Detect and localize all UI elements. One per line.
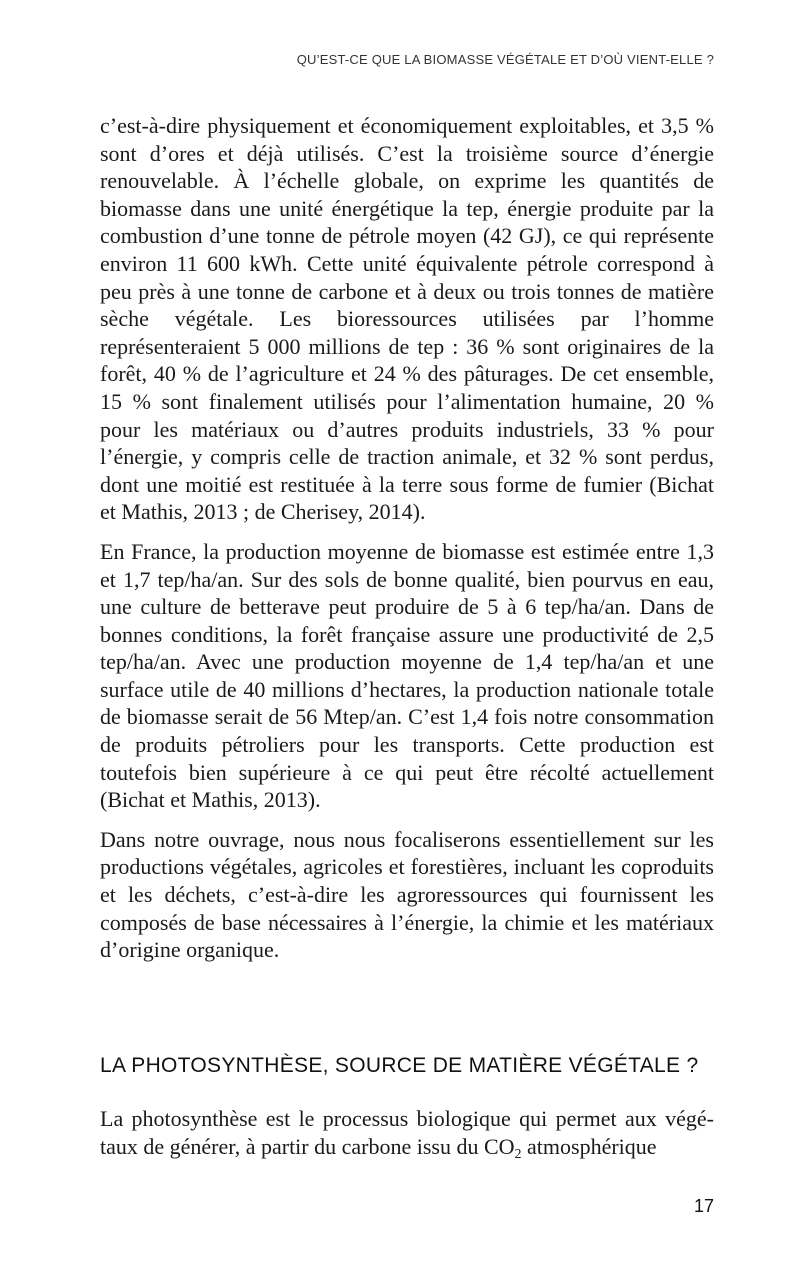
running-header: QU’EST-CE QUE LA BIOMASSE VÉGÉTALE ET D’OÙ VIENT-ELLE ? (296, 52, 714, 67)
paragraph: Dans notre ouvrage, nous nous focaliserons essentiellement sur les productions végétales, agricoles et forestières, incluant les coproduits et les déchets, c’est-à-dire les agroressources qui fournissent les composés de base nécessaires à l’énergie, la chimie et les matériaux d’origine organique. (100, 826, 714, 963)
section-heading: LA PHOTOSYNTHÈSE, SOURCE DE MATIÈRE VÉGÉTALE ? (100, 1054, 699, 1077)
co2-formula (483, 1133, 522, 1162)
section-paragraph (100, 1105, 714, 1160)
paragraph: En France, la production moyenne de biomasse est estimée entre 1,3 et 1,7 tep/ha/an. Sur des sols de bonne qualité, bien pourvus en eau, une culture de betterave peut produire de 5 à 6 tep/ha/an. Dans de bonnes conditions, la forêt française assure une productivité de 2,5 tep/ha/an. Avec une production moyenne de 1,4 tep/ha/an et une surface utile de 40 millions d’hectares, la production nationale totale de biomasse serait de 56 Mtep/an. C’est 1,4 fois notre consommation de produits pétroliers pour les transports. Cette production est toutefois bien supérieure à ce qui peut être récolté actuellement (Bichat et Mathis, 2013). (100, 538, 714, 813)
formula-subscript: 2 (514, 1146, 522, 1162)
section-text-start: La photosynthèse est le processus biologique qui permet aux végétaux de générer, à partir du carbone issu du (100, 1106, 714, 1159)
formula-base: CO (483, 1133, 515, 1159)
paragraph: c’est-à-dire physiquement et économiquement exploitables, et 3,5 % sont d’ores et déjà utilisés. C’est la troisième source d’énergie renouvelable. À l’échelle globale, on exprime les quantités de biomasse dans une unité énergétique la tep, énergie produite par la combustion d’une tonne de pétrole moyen (42 GJ), ce qui représente environ 11 600 kWh. Cette unité équivalente pétrole correspond à peu près à une tonne de carbone et à deux ou trois tonnes de matière sèche végétale. Les bioressources utilisées par l’homme représenteraient 5 000 millions de tep : 36 % sont originaires de la forêt, 40 % de l’agriculture et 24 % des pâturages. De cet ensemble, 15 % sont finalement utilisés pour l’alimentation humaine, 20 % pour les matériaux ou d’autres produits industriels, 33 % pour l’énergie, y compris celle de traction animale, et 32 % sont perdus, dont une moitié est restituée à la terre sous forme de fumier (Bichat et Mathis, 2013 ; de Cherisey, 2014). (100, 113, 714, 525)
section-body (100, 1105, 714, 1160)
section-text-end: atmosphérique (521, 1133, 657, 1159)
body-text (100, 112, 714, 964)
page-number: 17 (693, 1196, 714, 1216)
